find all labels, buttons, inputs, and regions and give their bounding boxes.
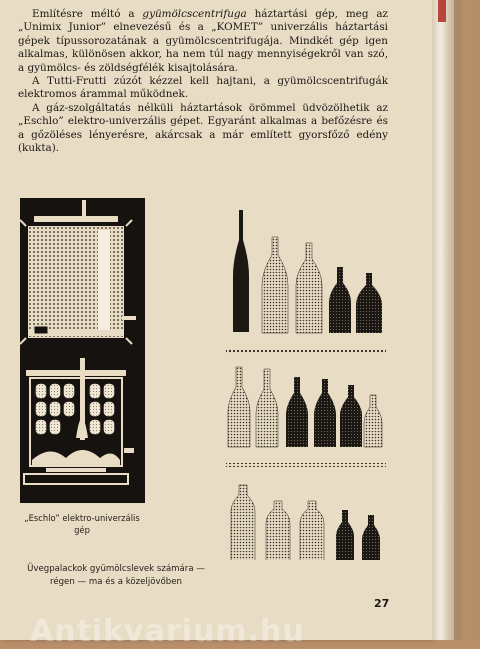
paragraph-1-text-a: Említésre méltó a: [32, 8, 143, 20]
bottle: [329, 267, 351, 333]
bottle: [364, 395, 382, 447]
bottles-illustration: [224, 205, 394, 560]
paragraph-1-text-b: háztartási gép, meg az „Unimix Junior” elnevezésű és a „KOMET” univerzális háztartási gépek típussorozatának a gyümölcscentrifugája. Mindkét gép igen alkalmas, különösen akkor, ha nem túl nagy mennyiségekről van szó, a gyümölcs- és zöldségfélék kisajtolására.: [18, 8, 389, 74]
page-number: 27: [374, 597, 390, 610]
appliance-top: [20, 200, 136, 344]
appliance-illustration: [20, 198, 145, 503]
bottle: [256, 369, 278, 447]
paragraph-3-text: A gáz-szolgáltatás nélküli háztartások örömmel üdvözölhetik az „Eschlo” elektro-univerzális gépet. Egyaránt alkalmas a befőzésre és a gőzöléses lényerésre, akárcsak a már említett gyorsfőző edény (kukta).: [18, 101, 388, 155]
bottle: [266, 501, 290, 560]
page-edges: [432, 0, 454, 640]
bottle: [314, 379, 336, 447]
paragraph-1: [18, 8, 388, 75]
bottle: [286, 377, 308, 447]
book-cover-edge: [454, 0, 462, 640]
paragraph-2: [18, 75, 388, 102]
bottle-row-2: [226, 367, 386, 467]
paragraph-1-text-italic: gyümölcscentrifuga: [142, 8, 247, 20]
bottle: [300, 501, 324, 560]
bottle: [233, 210, 249, 332]
bottle-row-3: [231, 485, 380, 560]
watermark: Antikvarium.hu: [30, 614, 305, 649]
appliance-caption: „Eschlo” elektro-univerzális gép: [24, 513, 140, 535]
bottles-caption: Üvegpalackok gyümölcslevek számára — régen — ma és a közeljövőben: [27, 564, 205, 587]
bottle: [228, 367, 250, 447]
bottle: [356, 273, 382, 333]
bottle: [340, 385, 362, 447]
body-text: [18, 8, 388, 155]
bookmark-ribbon: [438, 0, 446, 22]
paragraph-2-text: A Tutti-Frutti zúzót kézzel kell hajtani, a gyümölcscentrifugák elektromos árammal működnek.: [18, 75, 388, 101]
bottle: [231, 485, 255, 560]
bottle: [362, 515, 380, 560]
bottle: [262, 237, 288, 333]
paragraph-3: [18, 102, 388, 156]
bottle-row-1: [226, 210, 386, 354]
bottle: [336, 510, 354, 560]
appliance-cutaway: [24, 358, 134, 484]
bottle: [296, 243, 322, 333]
